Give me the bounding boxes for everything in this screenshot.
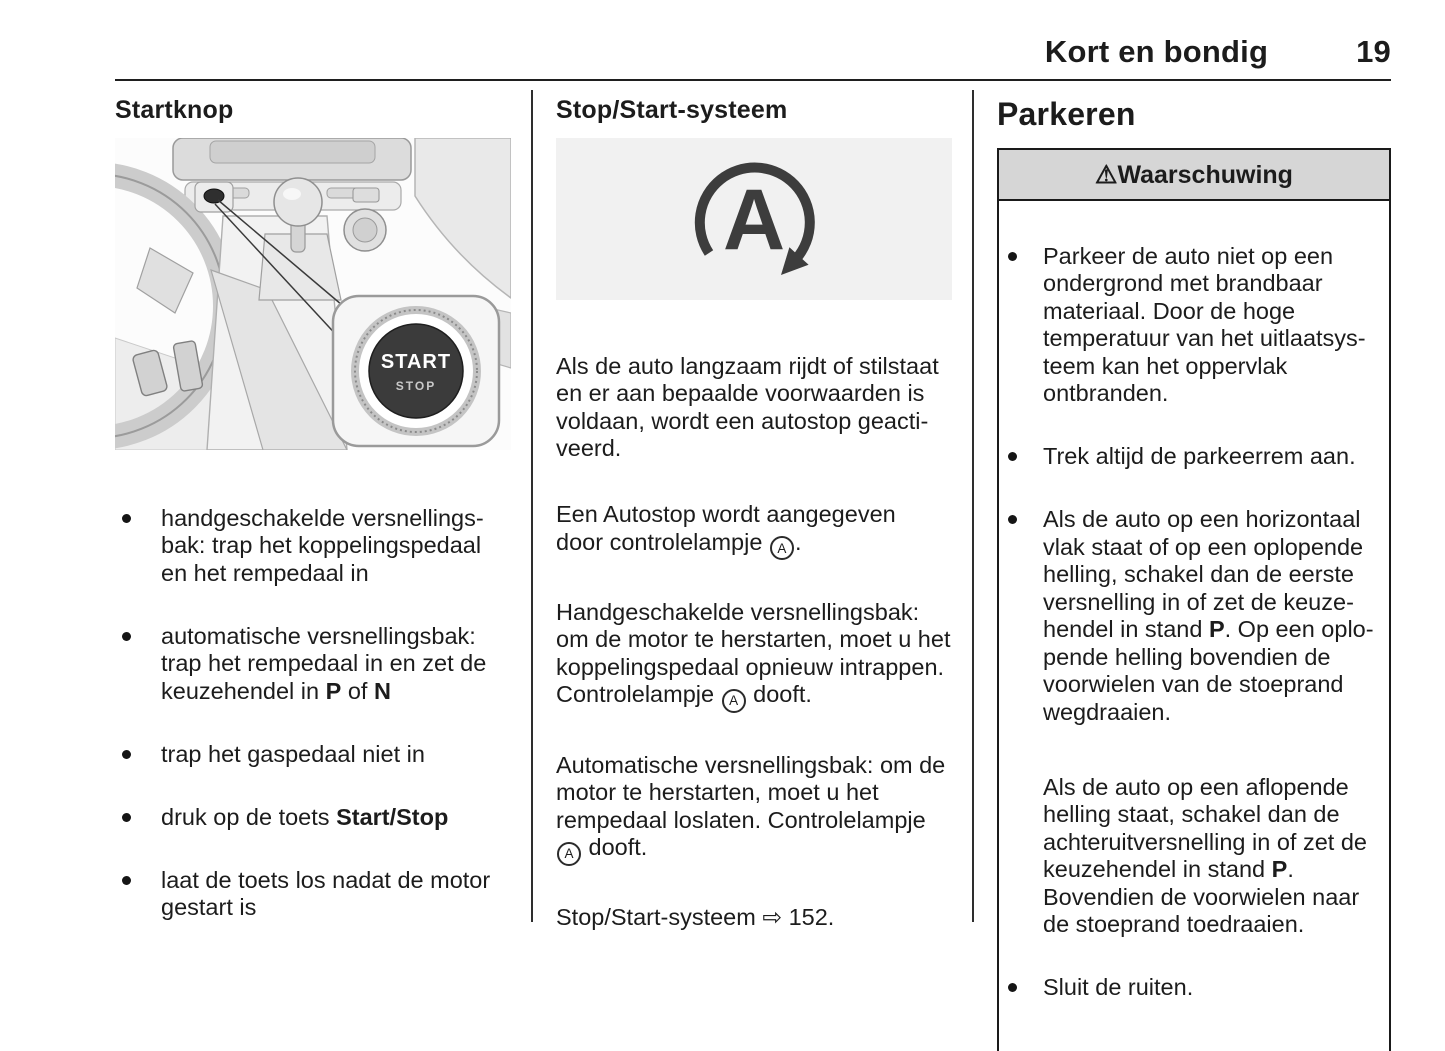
warning-item [999, 974, 1383, 1002]
parkeren-heading: Parkeren [997, 96, 1136, 132]
warning-header [999, 150, 1389, 201]
autostop-icon-box [556, 138, 952, 300]
column-stop-start [556, 96, 952, 970]
paragraph [556, 752, 952, 866]
start-label: START [380, 351, 452, 373]
warning-item [999, 506, 1383, 726]
text: . Bovendien de voorwielen naar de stoeprand toedraaien. [1043, 856, 1360, 937]
bold-text: P [1208, 616, 1225, 642]
paragraph-cross-reference [556, 904, 952, 932]
paragraph [556, 353, 952, 463]
column-divider-right [972, 90, 974, 922]
console-illustration [115, 138, 511, 450]
warning-item [999, 443, 1383, 471]
text: of [341, 677, 374, 704]
text: handgeschakelde versnellings- bak: trap het koppelingspedaal en het rempedaal in [161, 504, 484, 586]
text: Trek altijd de parkeerrem aan. [1043, 443, 1356, 469]
startknop-heading: Startknop [115, 96, 234, 124]
text: druk op de toets [161, 803, 337, 830]
bold-text: P [325, 677, 342, 704]
gear-knob-highlight [283, 188, 301, 200]
autostop-indicator-icon [671, 143, 837, 295]
list-item [115, 867, 511, 922]
text: . [794, 528, 802, 555]
gear-knob [274, 178, 322, 226]
warning-triangle-icon: ⚠ [1095, 161, 1118, 189]
text: laat de toets los nadat de motor gestart is [161, 866, 491, 920]
text: Als de auto op een horizontaal vlak staat of op een oplopende helling, schakel dan de eerste versnelling in of zet de keuze- hendel in stand [1043, 506, 1364, 642]
page-title: Kort en bondig [1044, 34, 1269, 69]
warning-item [999, 243, 1383, 408]
text: Sluit de ruiten. [1043, 974, 1194, 1000]
console-switch [353, 188, 379, 202]
bold-text: N [374, 677, 391, 704]
startknop-bullet-list [115, 477, 511, 957]
list-item [115, 741, 511, 769]
autostop-indicator-inline-icon: A [770, 536, 794, 560]
dashboard-display [210, 141, 375, 163]
bold-text: P [1271, 856, 1288, 882]
text: Parkeer de auto niet op een ondergrond met brandbaar materiaal. Door de hoge temperatuur van het uitlaatsys- teem kan het oppervlak ontbranden. [1043, 242, 1366, 406]
autostop-letter: A [722, 172, 786, 268]
text: dooft. [582, 834, 648, 860]
warning-body [999, 201, 1389, 1051]
text: Automatische versnellingsbak: om de motor te herstarten, moet u het rempedaal loslaten. Controlelampje [556, 751, 946, 833]
list-item [115, 623, 511, 706]
stop-start-paragraphs [556, 325, 952, 970]
text: automatische versnellingsbak: trap het rempedaal in en zet de keuzehendel in [161, 622, 487, 704]
column-parkeren [997, 96, 1391, 1051]
bold-text: Start/Stop [336, 803, 449, 830]
text: dooft. [746, 681, 812, 708]
start-stop-button-callout [333, 296, 499, 446]
text: Stop/Start-systeem ⇨ 152. [556, 904, 835, 931]
text: . Op een oplo- pende helling bovendien de voorwielen van de stoeprand wegdraaien. [1043, 616, 1374, 725]
warning-item-continuation [999, 774, 1383, 939]
autostop-indicator-inline-icon: A [722, 689, 746, 713]
warning-title: Waarschuwing [1117, 161, 1293, 189]
column-divider-left [531, 90, 533, 922]
text: Als de auto langzaam rijdt of stilstaat en er aan bepaalde voorwaarden is voldaan, wordt een autostop geacti- veerd. [556, 352, 939, 461]
list-item [115, 505, 511, 588]
stop-start-heading: Stop/Start-systeem [556, 96, 788, 124]
stop-label: STOP [395, 379, 437, 393]
page-header [115, 34, 1391, 81]
text: Als de auto op een aflopende helling staat, schakel dan de achteruitversnelling in of zet de keuzehendel in stand [1043, 773, 1367, 882]
warning-box [997, 148, 1391, 1051]
text: trap het gaspedaal niet in [161, 740, 425, 767]
list-item [115, 804, 511, 832]
text: Handgeschakelde versnellingsbak: om de motor te herstarten, moet u het koppelingspedaal opnieuw intrappen. Controlelampje [556, 598, 951, 708]
paragraph [556, 501, 952, 560]
rotary-knob-center [353, 218, 377, 242]
start-button-small [204, 189, 224, 203]
page-number: 19 [1356, 34, 1391, 69]
column-startknop [115, 96, 511, 957]
paragraph [556, 599, 952, 713]
text: Een Autostop wordt aangegeven door controlelampje [556, 501, 896, 555]
autostop-indicator-inline-icon: A [557, 842, 581, 866]
